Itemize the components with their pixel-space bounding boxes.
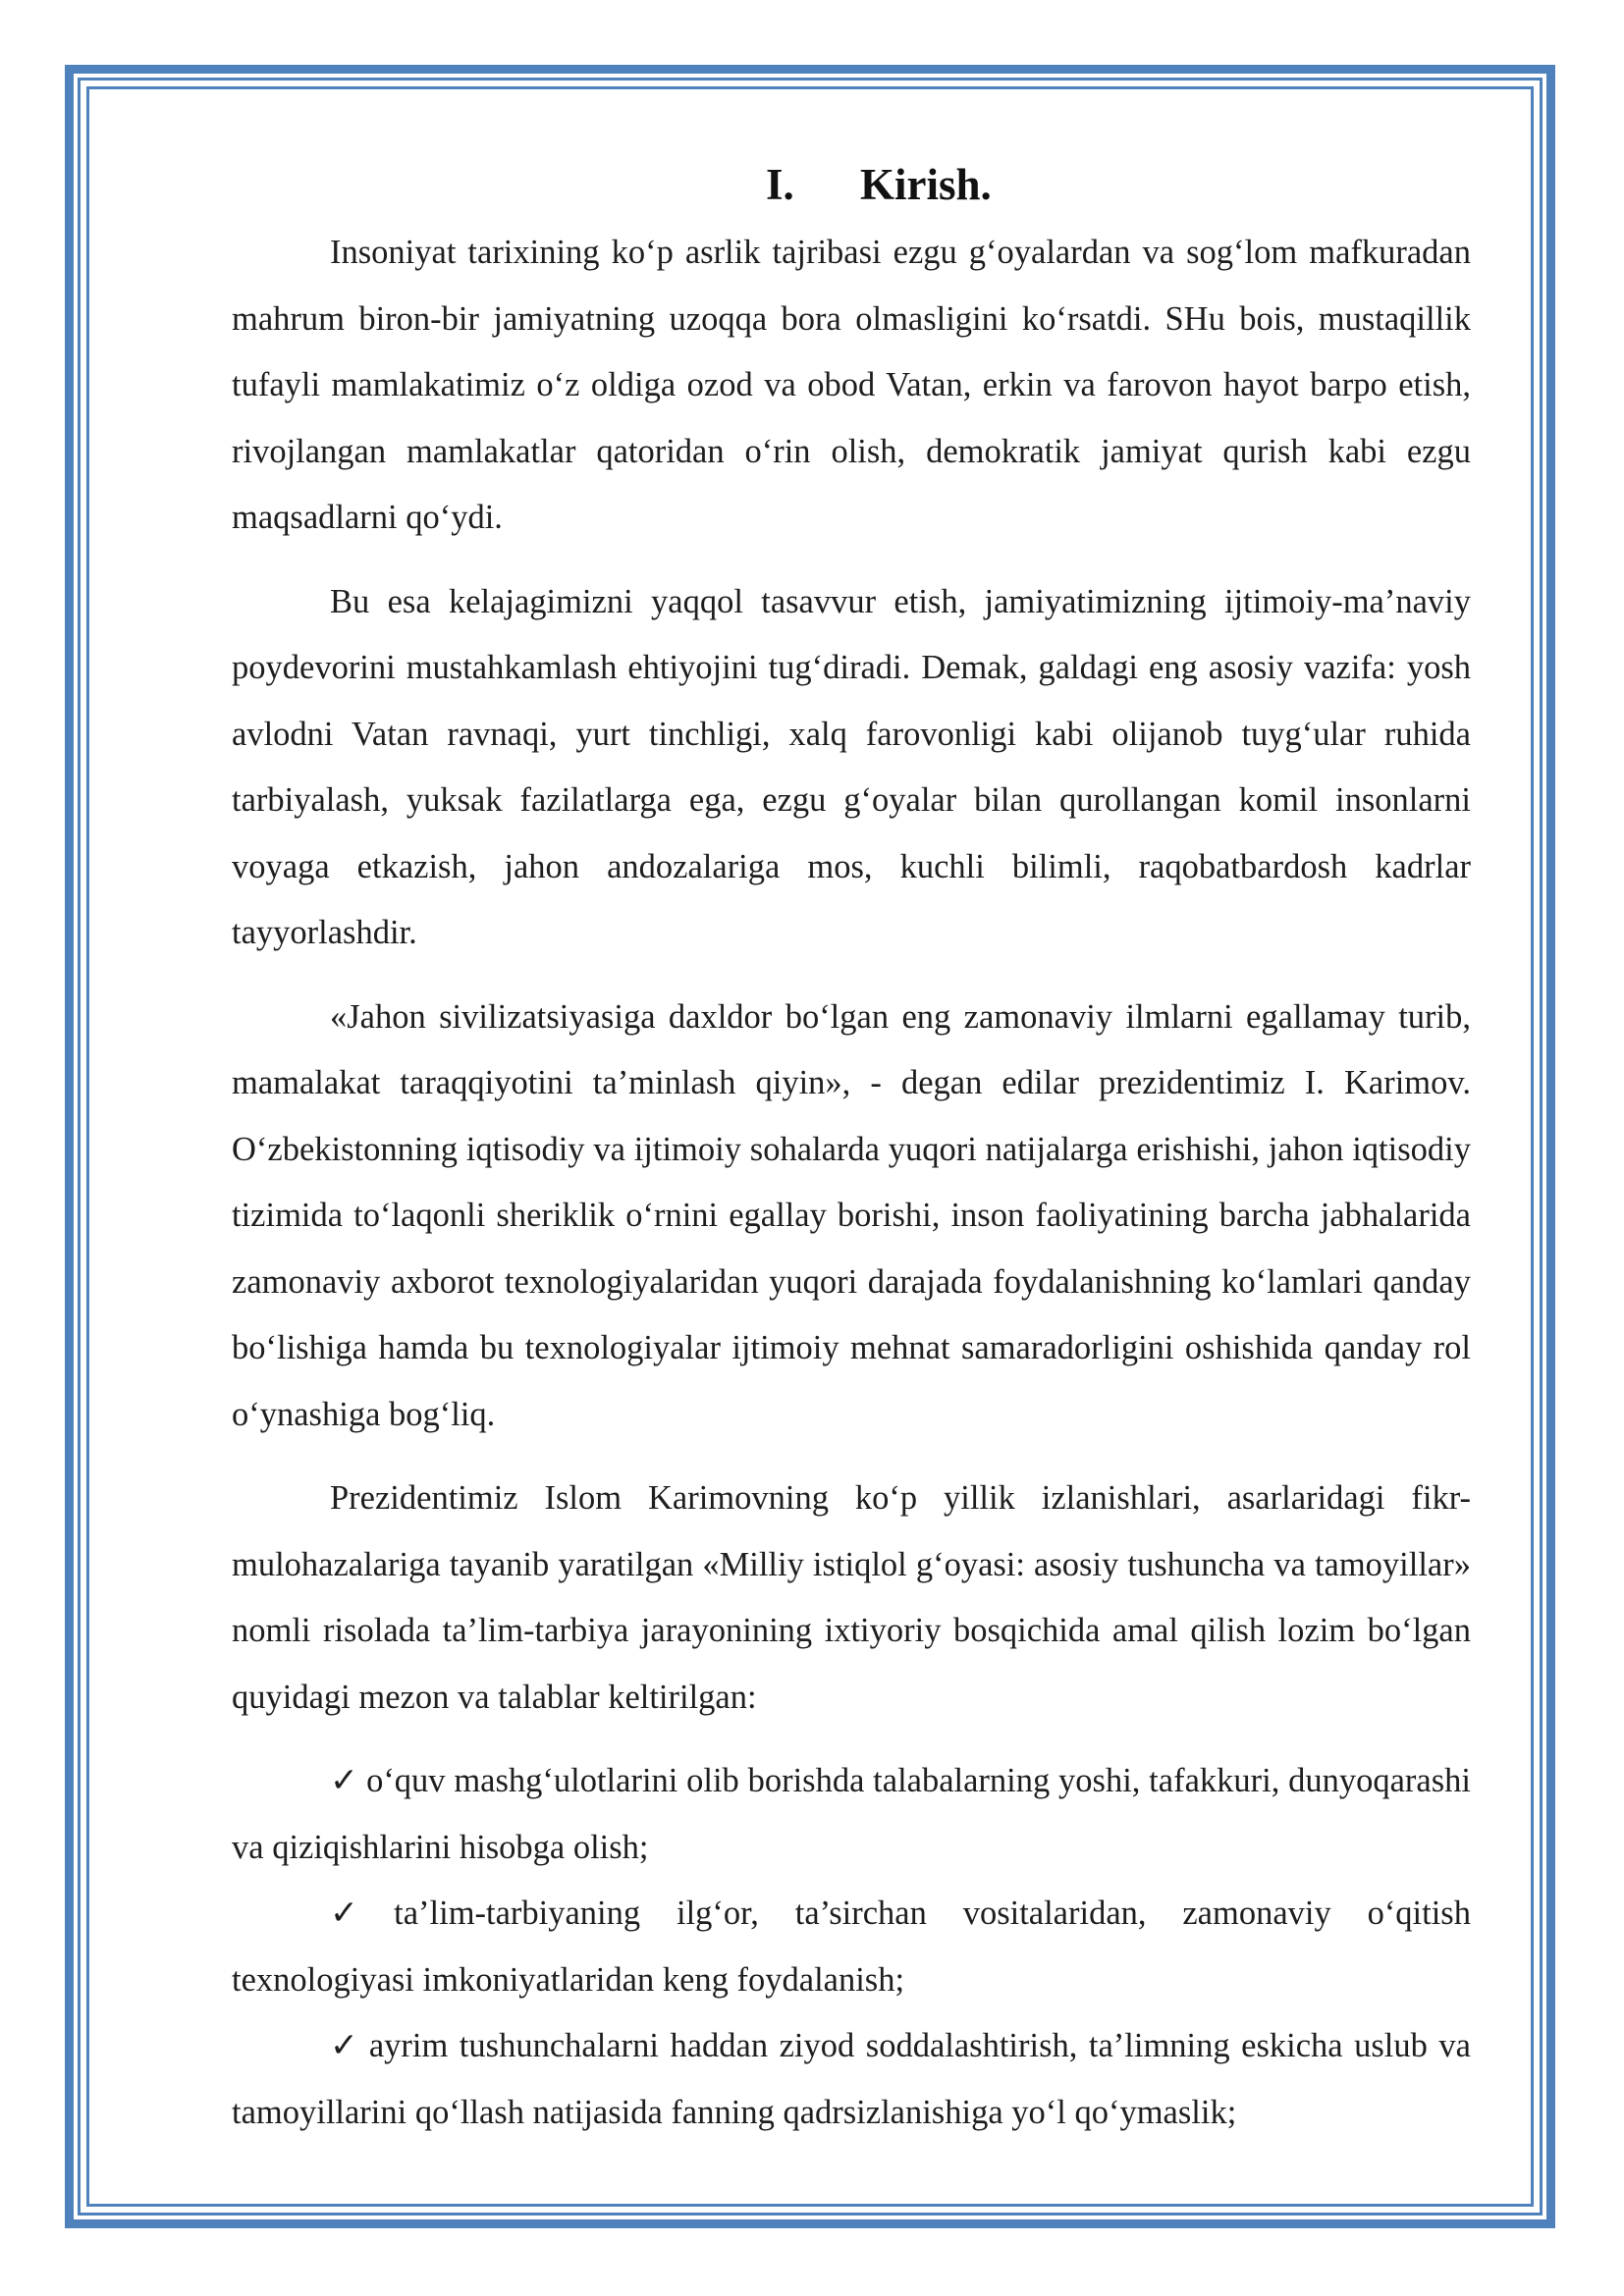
list-item-text: o‘quv mashg‘ulotlarini olib borishda talabalarning yoshi, tafakkuri, dunyoqarashi va qiziqishlarini hisobga olish; — [232, 1762, 1471, 1866]
document-body — [232, 157, 1471, 2146]
section-number: I. — [766, 160, 794, 209]
paragraph-1: Insoniyat tarixining ko‘p asrlik tajribasi ezgu g‘oyalardan va sog‘lom mafkuradan mahrum biron-bir jamiyatning uzoqqa bora olmasligini ko‘rsatdi. SHu bois, mustaqillik tufayli mamlakatimiz o‘z oldiga ozod va obod Vatan, erkin va farovon hayot barpo etish, rivojlangan mamlakatlar qatoridan o‘rin olish, demokratik jamiyat qurish kabi ezgu maqsadlarni qo‘ydi. — [232, 234, 1471, 536]
section-title: Kirish. — [860, 160, 992, 209]
list-item — [232, 1881, 1471, 2013]
check-icon: ✓ — [330, 2027, 361, 2064]
requirements-list — [232, 1748, 1471, 2146]
check-icon: ✓ — [330, 1762, 359, 1799]
list-item — [232, 2013, 1471, 2146]
list-item-text: ta’lim-tarbiyaning ilg‘or, ta’sirchan vositalaridan, zamonaviy o‘qitish texnologiyasi imkoniyatlaridan keng foydalanish; — [232, 1895, 1471, 1999]
list-item-text: ayrim tushunchalarni haddan ziyod soddalashtirish, ta’limning eskicha uslub va tamoyillarini qo‘llash natijasida fanning qadrsizlanishiga yo‘l qo‘ymaslik; — [232, 2027, 1471, 2131]
paragraph-3: «Jahon sivilizatsiyasiga daxldor bo‘lgan eng zamonaviy ilmlarni egallamay turib, mamalakat taraqqiyotini ta’minlash qiyin», - degan edilar prezidentimiz I. Karimov. O‘zbekistonning iqtisodiy va ijtimoiy sohalarda yuqori natijalarga erishishi, jahon iqtisodiy tizimida to‘laqonli sheriklik o‘rnini egallay borishi, inson faoliyatining barcha jabhalarida zamonaviy axborot texnologiyalaridan yuqori darajada foydalanishning ko‘lamlari qanday bo‘lishiga hamda bu texnologiyalar ijtimoiy mehnat samaradorligini oshishida qanday rol o‘ynashiga bog‘liq. — [232, 997, 1471, 1433]
paragraph-4: Prezidentimiz Islom Karimovning ko‘p yillik izlanishlari, asarlaridagi fikr-mulohazalariga tayanib yaratilgan «Milliy istiqlol g‘oyasi: asosiy tushuncha va tamoyillar» nomli risolada ta’lim-tarbiya jarayonining ixtiyoriy bosqichida amal qilish lozim bo‘lgan quyidagi mezon va talablar keltirilgan: — [232, 1479, 1471, 1716]
check-icon: ✓ — [330, 1895, 387, 1932]
list-item — [232, 1748, 1471, 1881]
section-heading — [232, 157, 1471, 212]
paragraph-2: Bu esa kelajagimizni yaqqol tasavvur etish, jamiyatimizning ijtimoiy-ma’naviy poydevorini mustahkamlash ehtiyojini tug‘diradi. Demak, galdagi eng asosiy vazifa: yosh avlodni Vatan ravnaqi, yurt tinchligi, xalq farovonligi kabi olijanob tuyg‘ular ruhida tarbiyalash, yuksak fazilatlarga ega, ezgu g‘oyalar bilan qurollangan komil insonlarni voyaga etkazish, jahon andozalariga mos, kuchli bilimli, raqobatbardosh kadrlar tayyorlashdir. — [232, 582, 1471, 951]
